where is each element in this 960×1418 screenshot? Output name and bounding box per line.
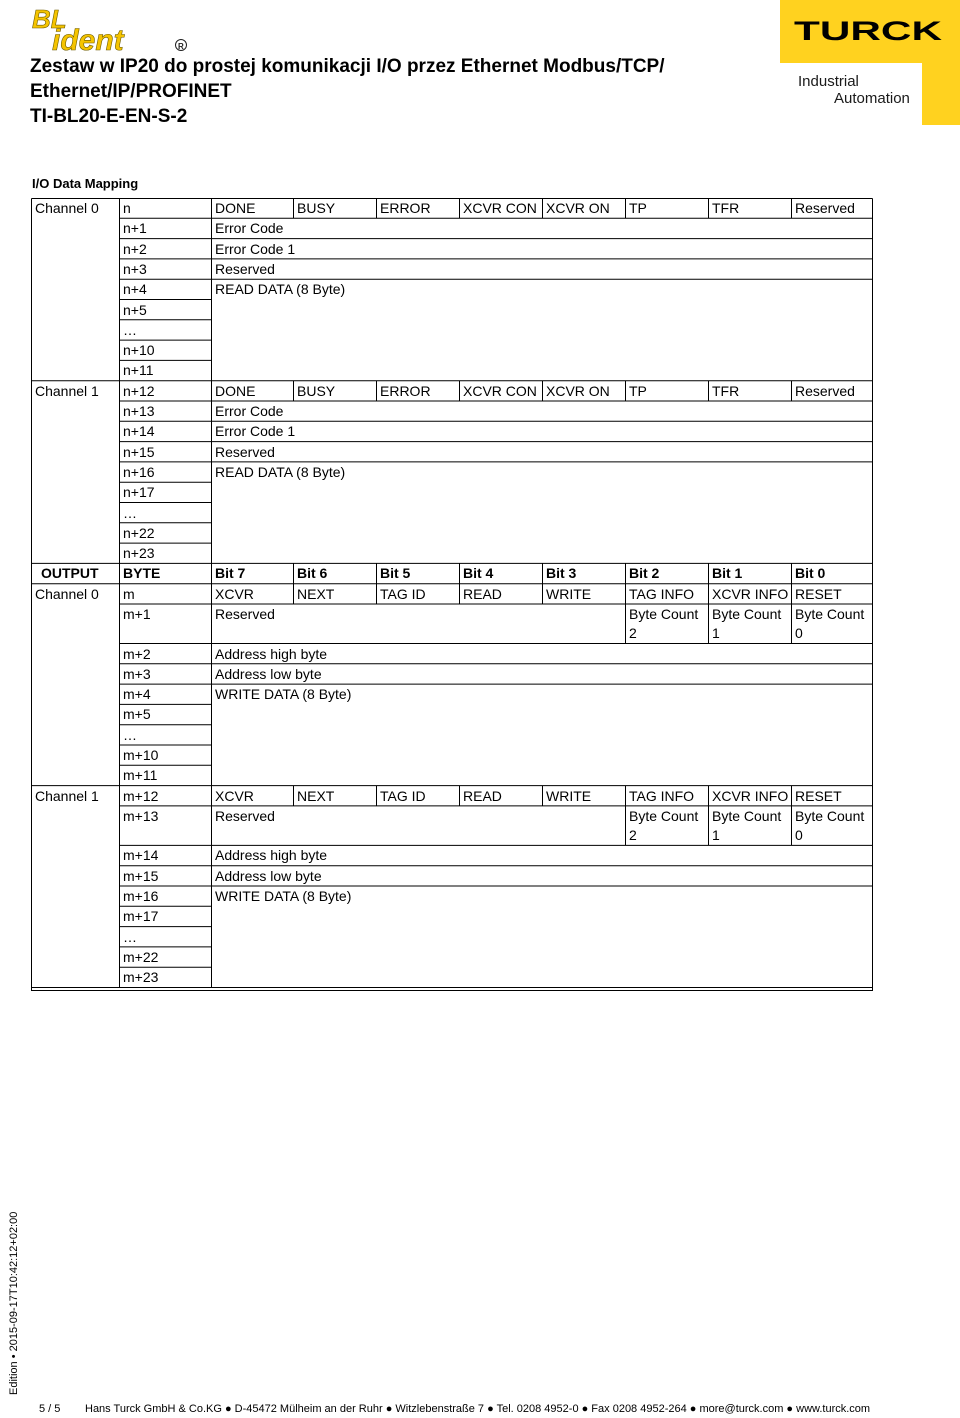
byte-index: n+11 [123, 362, 154, 379]
control-bit-cell: READ [463, 787, 502, 804]
byte-index: n+23 [123, 545, 155, 562]
status-bit-cell: BUSY [297, 382, 336, 399]
bit-header: Bit 1 [712, 565, 743, 582]
reserved-cell: Reserved [215, 807, 275, 824]
byte-description: Address high byte [215, 847, 328, 864]
byte-count-cell: Byte Count [629, 606, 699, 622]
byte-index: n+1 [123, 220, 147, 237]
channel-label: Channel 1 [35, 382, 99, 399]
byte-index: m+10 [123, 747, 159, 763]
byte-index: … [123, 726, 137, 743]
byte-header: BYTE [123, 565, 161, 582]
byte-description: Address high byte [215, 645, 328, 662]
byte-description: Reserved [215, 260, 275, 277]
status-bit-cell: TP [629, 200, 647, 216]
byte-index: … [123, 504, 137, 521]
status-bit-cell: ERROR [380, 382, 431, 399]
byte-index: m+3 [123, 665, 151, 682]
byte-description: Address low byte [215, 867, 322, 884]
channel-label: Channel 1 [35, 787, 99, 804]
byte-index: n+14 [123, 423, 155, 440]
control-bit-cell: XCVR INFO [712, 585, 789, 602]
status-bit-cell: Reserved [795, 382, 855, 399]
bit-header: Bit 2 [629, 565, 660, 582]
byte-index: m+12 [123, 787, 159, 804]
status-bit-cell: TFR [712, 382, 740, 399]
control-bit-cell: RESET [795, 787, 842, 804]
status-bit-cell: XCVR ON [546, 200, 610, 216]
byte-count-cell: Byte Count [795, 807, 865, 824]
status-bit-cell: XCVR CON [463, 200, 537, 216]
status-bit-cell: Reserved [795, 200, 855, 216]
byte-index: n+13 [123, 403, 155, 419]
control-bit-cell: TAG ID [380, 585, 426, 602]
byte-index: m+23 [123, 969, 159, 986]
svg-text:ident: ident [52, 24, 124, 54]
byte-index: n+3 [123, 260, 147, 277]
control-bit-cell: XCVR [215, 585, 254, 602]
byte-count-cell: Byte Count [629, 807, 699, 824]
byte-description: WRITE DATA (8 Byte) [215, 686, 352, 703]
byte-index: m+1 [123, 606, 151, 622]
byte-index: m+14 [123, 847, 159, 864]
byte-description: Error Code [215, 220, 284, 237]
byte-description: Error Code 1 [215, 240, 296, 257]
byte-description: READ DATA (8 Byte) [215, 281, 346, 298]
bit-header: Bit 4 [463, 565, 494, 582]
byte-description: READ DATA (8 Byte) [215, 463, 346, 480]
control-bit-cell: XCVR INFO [712, 787, 789, 804]
byte-index: m+4 [123, 686, 151, 703]
byte-count-cell: Byte Count [712, 807, 782, 824]
status-bit-cell: DONE [215, 200, 256, 216]
bit-header: Bit 0 [795, 565, 826, 582]
status-bit-cell: XCVR CON [463, 382, 537, 399]
byte-count-cell: Byte Count [712, 606, 782, 622]
svg-text:R: R [178, 42, 184, 51]
byte-count-cell: 2 [629, 826, 637, 843]
byte-index: n [123, 200, 131, 216]
byte-index: n+22 [123, 524, 155, 541]
byte-index: n+2 [123, 240, 147, 257]
byte-count-cell: 1 [712, 826, 720, 843]
byte-index: n+10 [123, 342, 155, 359]
byte-description: Error Code 1 [215, 423, 296, 440]
byte-index: m+15 [123, 867, 159, 884]
status-bit-cell: XCVR ON [546, 382, 610, 399]
edition-stamp: Edition • 2015-09-17T10:42:12+02:00 [8, 1211, 20, 1395]
status-bit-cell: TP [629, 382, 647, 399]
byte-index: m+13 [123, 807, 159, 824]
bl-ident-logo [30, 4, 190, 54]
automation-label: Automation [834, 90, 910, 107]
control-bit-cell: RESET [795, 585, 842, 602]
byte-index: n+5 [123, 301, 147, 318]
byte-index: m+22 [123, 948, 159, 965]
title-line: Ethernet/IP/PROFINET [30, 81, 232, 102]
title-line: TI-BL20-E-EN-S-2 [30, 106, 188, 127]
control-bit-cell: TAG INFO [629, 787, 695, 804]
status-bit-cell: BUSY [297, 200, 336, 216]
svg-text:BL: BL [32, 4, 67, 34]
byte-count-cell: 0 [795, 826, 803, 843]
byte-description: Reserved [215, 443, 275, 460]
turck-logo [780, 0, 960, 125]
byte-index: n+17 [123, 484, 155, 501]
byte-count-cell: 2 [629, 625, 637, 641]
byte-count-cell: 1 [712, 625, 720, 641]
control-bit-cell: TAG ID [380, 787, 426, 804]
byte-index: … [123, 928, 137, 945]
document-title [30, 54, 665, 129]
bit-header: Bit 3 [546, 565, 577, 582]
control-bit-cell: XCVR [215, 787, 254, 804]
byte-count-cell: 0 [795, 625, 803, 641]
status-bit-cell: TFR [712, 200, 740, 216]
byte-index: n+4 [123, 281, 147, 298]
channel-label: Channel 0 [35, 200, 99, 216]
byte-description: Address low byte [215, 665, 322, 682]
control-bit-cell: WRITE [546, 585, 592, 602]
byte-index: m+5 [123, 706, 151, 723]
io-mapping-table [31, 198, 873, 991]
byte-index: m+16 [123, 888, 159, 904]
section-title: I/O Data Mapping [32, 176, 139, 191]
page-number: 5 / 5 [39, 1403, 61, 1415]
status-bit-cell: DONE [215, 382, 256, 399]
byte-description: WRITE DATA (8 Byte) [215, 888, 352, 904]
byte-index: n+15 [123, 443, 155, 460]
byte-description: Error Code [215, 403, 284, 419]
byte-index: m+2 [123, 645, 151, 662]
output-label: OUTPUT [41, 565, 99, 582]
byte-index: m+11 [123, 767, 158, 784]
channel-label: Channel 0 [35, 585, 99, 602]
byte-index: m [123, 585, 135, 602]
control-bit-cell: NEXT [297, 585, 335, 602]
reserved-cell: Reserved [215, 606, 275, 622]
byte-count-cell: Byte Count [795, 606, 865, 622]
byte-index: n+16 [123, 463, 155, 480]
svg-text:TURCK: TURCK [794, 16, 943, 44]
status-bit-cell: ERROR [380, 200, 431, 216]
byte-index: m+17 [123, 908, 159, 925]
industrial-label: Industrial [798, 73, 859, 90]
control-bit-cell: READ [463, 585, 502, 602]
byte-index: n+12 [123, 382, 155, 399]
control-bit-cell: WRITE [546, 787, 592, 804]
title-line: Zestaw w IP20 do prostej komunikacji I/O przez Ethernet Modbus/TCP/ [30, 56, 665, 77]
bit-header: Bit 6 [297, 565, 328, 582]
bit-header: Bit 7 [215, 565, 246, 582]
control-bit-cell: NEXT [297, 787, 335, 804]
byte-index: … [123, 321, 137, 338]
turck-wordmark [794, 16, 944, 44]
company-footer: Hans Turck GmbH & Co.KG ● D-45472 Mülheim an der Ruhr ● Witzlebenstraße 7 ● Tel. 0208 4952-0 ● Fax 0208 4952-264 ● more@turck.com ● www.turck.com [85, 1403, 871, 1415]
bit-header: Bit 5 [380, 565, 411, 582]
control-bit-cell: TAG INFO [629, 585, 695, 602]
